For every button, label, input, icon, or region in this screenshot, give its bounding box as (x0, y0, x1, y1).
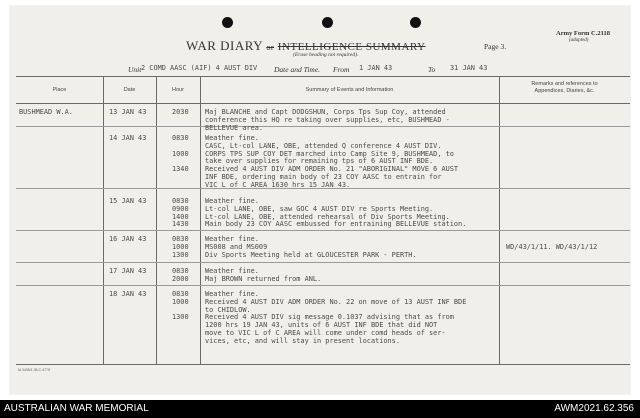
print-code: M.3495/1.38-C.4778 (18, 368, 50, 372)
erase-note: (Erase heading not required). (293, 52, 359, 58)
col-header-date: Date (123, 87, 136, 93)
entry-summary-line: CASC, Lt-col LANE, OBE, attended Q conference 4 AUST DIV. (205, 141, 442, 150)
entry-summary-line: VIC L of C AREA 1630 hrs 15 JAN 43. (205, 180, 351, 189)
form-adapted: (adapted) (569, 38, 589, 43)
entry-summary-line: Maj BROWN returned from ANL. (205, 274, 322, 283)
to-value: 31 JAN 43 (450, 64, 488, 72)
entry-summary-line: Received 4 AUST DIV ADM ORDER No. 22 on move of 13 AUST INF BDE (205, 297, 467, 306)
entry-remarks: WD/43/1/11. WD/43/1/12 (506, 242, 598, 251)
punch-hole (222, 17, 233, 28)
entry-hour: 2000 (172, 274, 189, 283)
unit-value: 2 COMD AASC (AIF) 4 AUST DIV (141, 64, 258, 72)
entry-summary-line: MS008 and MS009 (205, 242, 268, 251)
to-label: To (428, 65, 436, 74)
entry-hour: 0830 (172, 267, 189, 275)
col-header-remarks-line1: Remarks and references to (531, 81, 598, 87)
entry-summary-line: Weather fine. (205, 290, 259, 298)
footer-accession: AWM2021.62.356 (554, 403, 634, 414)
column-divider (156, 76, 157, 364)
entry-summary-line: move to VIC L of C AREA will come under comd heads of ser- (205, 329, 446, 337)
entry-summary-line: CORPS TPS SUP COY DET marched into Camp Site 9, BUSHMEAD, to (205, 149, 454, 158)
title-war-diary: WAR DIARY (186, 38, 263, 53)
date-time-label: Date and Time. (274, 65, 321, 74)
title-or: or (266, 43, 275, 52)
entry-date: 18 JAN 43 (109, 290, 147, 298)
entry-date: 15 JAN 43 (109, 197, 147, 205)
entry-summary-line: Weather fine. (205, 197, 259, 205)
from-value: 1 JAN 43 (359, 64, 393, 72)
col-header-remarks (499, 81, 630, 95)
table-bottom-rule (16, 364, 630, 365)
row-rule (16, 262, 630, 263)
entry-summary-line: INF BDE, ordering main body of 23 COY AASC to entrain for (205, 173, 442, 181)
entry-summary-line: BELLEVUE area. (205, 123, 264, 132)
entry-hour: 0830 (172, 134, 189, 142)
entry-summary-line: vices, etc, and will stay in present locations. (205, 336, 400, 345)
entry-summary-line: to CHIDLOW. (205, 305, 251, 314)
row-rule (16, 126, 630, 127)
entry-hour: 0830 (172, 235, 189, 243)
col-header-hour: Hour (172, 87, 184, 93)
footer-institution: AUSTRALIAN WAR MEMORIAL (4, 403, 149, 414)
entry-date: 16 JAN 43 (109, 235, 147, 243)
entry-summary-line: Maj BLANCHE and Capt DODGSHUN, Corps Tps Sup Coy, attended (205, 108, 446, 116)
entry-hour: 1000 (172, 149, 189, 158)
entry-summary-line: Div Sports Meeting held at GLOUCESTER PARK - PERTH. (205, 250, 417, 259)
entry-date: 13 JAN 43 (109, 108, 147, 116)
from-label: From (333, 65, 350, 74)
entry-summary-line: Lt-col LANE, OBE, attended rehearsal of Div Sports Meeting. (205, 212, 450, 221)
entry-summary-line: Weather fine. (205, 134, 259, 142)
form-id: Army Form C.2118 (556, 30, 610, 37)
entry-place: BUSHMEAD W.A. (19, 108, 73, 116)
col-header-remarks-line2: Appendices, Diaries, &c. (534, 88, 595, 94)
entry-hour: 0900 (172, 204, 189, 213)
punch-hole (322, 17, 333, 28)
entry-hour: 0830 (172, 197, 189, 205)
entry-hour: 1430 (172, 220, 189, 229)
entry-hour: 1000 (172, 297, 189, 306)
table-top-rule (16, 76, 630, 77)
table-header-rule (16, 103, 630, 104)
punch-hole (410, 17, 421, 28)
entry-summary-line: Weather fine. (205, 267, 259, 275)
entry-hour: 1300 (172, 313, 189, 322)
page-number: Page 3. (484, 42, 507, 51)
column-divider (499, 76, 500, 364)
entry-summary-line: Received 4 AUST DIV ADM ORDER No. 21 "ABORIGINAL" MOVE 6 AUST (205, 165, 459, 174)
col-header-summary: Summary of Events and Information (305, 87, 394, 93)
column-divider (200, 76, 201, 364)
column-divider (103, 76, 104, 364)
entry-summary-line: Main body 23 COY AASC embussed for entraining BELLEVUE station. (205, 220, 467, 229)
entry-hour: 1300 (172, 250, 189, 259)
entry-hour: 0830 (172, 290, 189, 298)
col-header-place: Place (52, 87, 67, 93)
entry-hour: 2030 (172, 108, 189, 116)
row-rule (16, 230, 630, 231)
entry-summary-line: take over supplies for remaining tps of 6 AUST INF BDE. (205, 157, 434, 166)
entry-hour: 1340 (172, 165, 189, 174)
entry-hour: 1000 (172, 242, 189, 251)
entry-summary-line: 1200 hrs 19 JAN 43, units of 6 AUST INF BDE that did NOT (205, 321, 438, 330)
entry-hour: 1400 (172, 212, 189, 221)
entry-summary-line: conference this HQ re taking over supplies, etc, BUSHMEAD - (205, 115, 450, 124)
title-intelligence-summary: INTELLIGENCE SUMMARY (277, 41, 426, 53)
footer-bar (0, 400, 640, 418)
entry-summary-line: Received 4 AUST DIV sig message 0.1037 advising that as from (205, 313, 454, 322)
entry-summary-line: Weather fine. (205, 235, 259, 243)
unit-label: Unit (128, 65, 142, 74)
row-rule (16, 285, 630, 286)
entry-date: 17 JAN 43 (109, 267, 147, 275)
entry-date: 14 JAN 43 (109, 134, 147, 142)
entry-summary-line: Lt-col LANE, OBE, saw GOC 4 AUST DIV re Sports Meeting. (205, 204, 434, 213)
